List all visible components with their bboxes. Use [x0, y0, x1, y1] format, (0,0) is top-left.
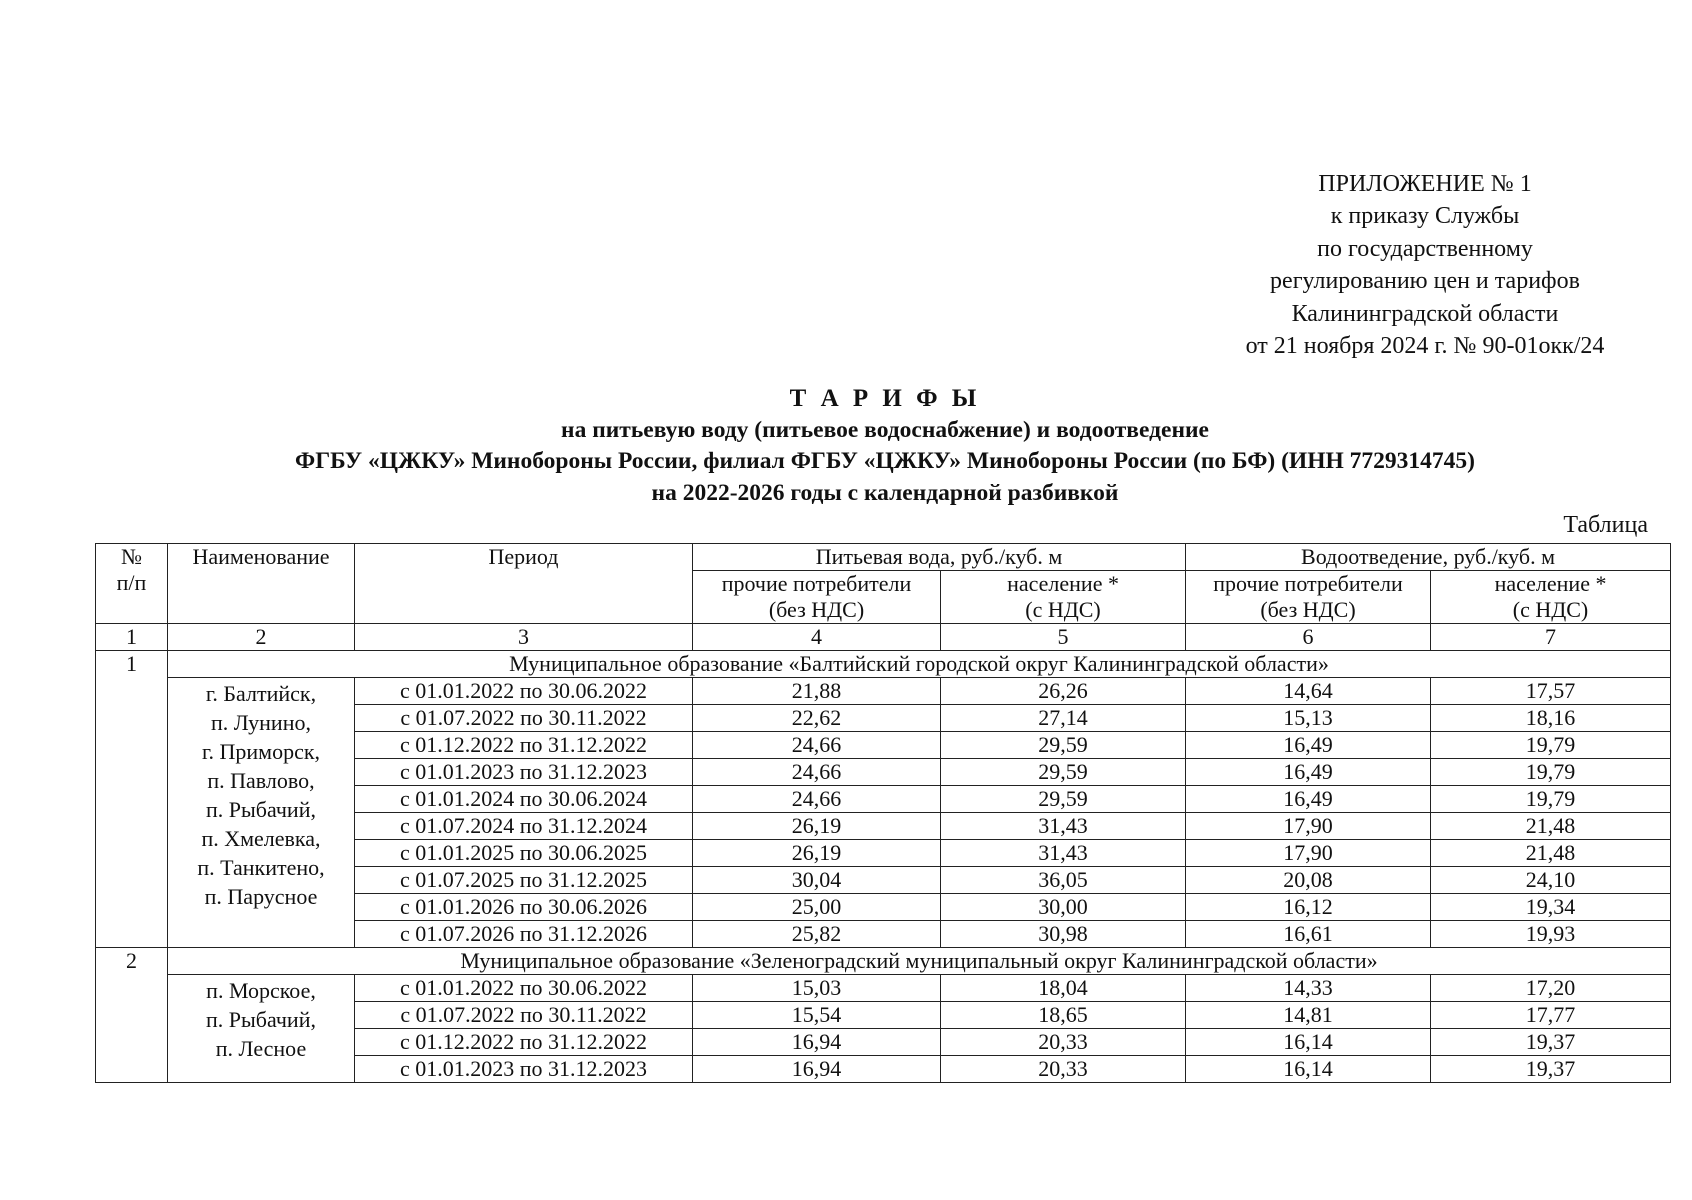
header-num: № п/п — [96, 544, 168, 624]
cell-water-pop: 18,65 — [941, 1002, 1186, 1029]
cell-water-pop: 30,98 — [941, 921, 1186, 948]
municipality-name: Муниципальное образование «Зеленоградский муниципальный округ Калининградской области» — [168, 948, 1671, 975]
column-number: 4 — [693, 624, 941, 651]
cell-water-pop: 30,00 — [941, 894, 1186, 921]
settlement-name: п. Павлово, — [207, 768, 315, 793]
header-drain-population: население * (с НДС) — [1431, 571, 1671, 624]
header-water: Питьевая вода, руб./куб. м — [693, 544, 1186, 571]
column-number: 7 — [1431, 624, 1671, 651]
cell-water-pop: 31,43 — [941, 813, 1186, 840]
title-line: на питьевую воду (питьевое водоснабжение) и водоотведение — [561, 416, 1209, 443]
settlement-name: г. Балтийск, — [205, 681, 317, 706]
cell-water-other: 26,19 — [693, 840, 941, 867]
table-row — [96, 678, 1671, 705]
section-number: 2 — [96, 948, 168, 1083]
cell-drain-pop: 24,10 — [1431, 867, 1671, 894]
settlements-cell — [168, 678, 355, 948]
table-label: Таблица — [1563, 512, 1648, 538]
tariffs-table — [95, 543, 1671, 1083]
cell-drain-other: 16,61 — [1186, 921, 1431, 948]
column-number: 6 — [1186, 624, 1431, 651]
cell-water-other: 15,54 — [693, 1002, 941, 1029]
cell-drain-other: 14,81 — [1186, 1002, 1431, 1029]
cell-water-other: 21,88 — [693, 678, 941, 705]
cell-water-other: 22,62 — [693, 705, 941, 732]
appendix-line: ПРИЛОЖЕНИЕ № 1 — [1318, 171, 1532, 197]
cell-drain-other: 16,14 — [1186, 1056, 1431, 1083]
cell-water-other: 26,19 — [693, 813, 941, 840]
cell-water-pop: 26,26 — [941, 678, 1186, 705]
cell-drain-pop: 19,37 — [1431, 1056, 1671, 1083]
cell-drain-pop: 17,77 — [1431, 1002, 1671, 1029]
cell-drain-other: 17,90 — [1186, 840, 1431, 867]
settlement-name: п. Рыбачий, — [206, 797, 316, 822]
cell-period: с 01.01.2022 по 30.06.2022 — [355, 975, 693, 1002]
cell-drain-pop: 17,20 — [1431, 975, 1671, 1002]
document-title — [95, 383, 1675, 509]
settlement-name: п. Хмелевка, — [201, 826, 321, 851]
cell-period: с 01.01.2023 по 31.12.2023 — [355, 759, 693, 786]
cell-drain-other: 16,49 — [1186, 786, 1431, 813]
cell-drain-pop: 19,79 — [1431, 786, 1671, 813]
appendix-line: по государственному — [1317, 235, 1533, 262]
cell-drain-other: 16,49 — [1186, 732, 1431, 759]
cell-drain-other: 20,08 — [1186, 867, 1431, 894]
column-number: 5 — [941, 624, 1186, 651]
cell-water-pop: 31,43 — [941, 840, 1186, 867]
cell-drain-other: 14,64 — [1186, 678, 1431, 705]
cell-period: с 01.07.2026 по 31.12.2026 — [355, 921, 693, 948]
cell-drain-pop: 19,37 — [1431, 1029, 1671, 1056]
municipality-name: Муниципальное образование «Балтийский городской округ Калининградской области» — [168, 651, 1671, 678]
cell-water-other: 30,04 — [693, 867, 941, 894]
cell-water-pop: 29,59 — [941, 759, 1186, 786]
cell-period: с 01.07.2022 по 30.11.2022 — [355, 1002, 693, 1029]
cell-drain-other: 16,49 — [1186, 759, 1431, 786]
cell-water-other: 16,94 — [693, 1056, 941, 1083]
cell-drain-other: 15,13 — [1186, 705, 1431, 732]
column-number: 1 — [96, 624, 168, 651]
cell-period: с 01.01.2023 по 31.12.2023 — [355, 1056, 693, 1083]
cell-water-other: 24,66 — [693, 732, 941, 759]
cell-period: с 01.07.2025 по 31.12.2025 — [355, 867, 693, 894]
cell-period: с 01.07.2022 по 30.11.2022 — [355, 705, 693, 732]
cell-drain-pop: 18,16 — [1431, 705, 1671, 732]
column-number: 2 — [168, 624, 355, 651]
settlement-name: п. Морское, — [206, 978, 316, 1003]
settlement-name: п. Рыбачий, — [206, 1007, 316, 1032]
title-line: на 2022-2026 годы с календарной разбивкой — [651, 479, 1119, 506]
settlement-name: п. Лесное — [215, 1036, 307, 1061]
cell-water-other: 15,03 — [693, 975, 941, 1002]
header-water-other: прочие потребители (без НДС) — [693, 571, 941, 624]
header-water-population: население * (с НДС) — [941, 571, 1186, 624]
header-drain-other: прочие потребители (без НДС) — [1186, 571, 1431, 624]
cell-water-pop: 20,33 — [941, 1029, 1186, 1056]
cell-period: с 01.12.2022 по 31.12.2022 — [355, 1029, 693, 1056]
cell-period: с 01.07.2024 по 31.12.2024 — [355, 813, 693, 840]
settlements-cell — [168, 975, 355, 1083]
appendix-line: Калининградской области — [1291, 300, 1559, 327]
cell-water-other: 25,82 — [693, 921, 941, 948]
settlement-name: п. Лунино, — [211, 710, 311, 735]
section-header-row — [96, 651, 1671, 678]
section-number: 1 — [96, 651, 168, 948]
appendix-line: регулированию цен и тарифов — [1270, 268, 1580, 295]
cell-water-other: 24,66 — [693, 786, 941, 813]
cell-water-other: 25,00 — [693, 894, 941, 921]
cell-drain-pop: 21,48 — [1431, 813, 1671, 840]
cell-drain-other: 16,12 — [1186, 894, 1431, 921]
cell-water-other: 16,94 — [693, 1029, 941, 1056]
appendix-line: к приказу Службы — [1330, 203, 1520, 230]
settlement-name: г. Приморск, — [201, 739, 321, 764]
header-name: Наименование — [168, 544, 355, 624]
appendix-line: от 21 ноября 2024 г. № 90-01окк/24 — [1245, 333, 1605, 360]
cell-water-pop: 36,05 — [941, 867, 1186, 894]
cell-drain-other: 16,14 — [1186, 1029, 1431, 1056]
title-line: ФГБУ «ЦЖКУ» Минобороны России, филиал ФГБУ «ЦЖКУ» Минобороны России (по БФ) (ИНН 7729314745) — [295, 448, 1475, 474]
cell-period: с 01.01.2024 по 30.06.2024 — [355, 786, 693, 813]
cell-water-pop: 29,59 — [941, 786, 1186, 813]
cell-drain-other: 17,90 — [1186, 813, 1431, 840]
header-period: Период — [355, 544, 693, 624]
title-main: Т А Р И Ф Ы — [789, 385, 981, 412]
cell-water-pop: 18,04 — [941, 975, 1186, 1002]
settlement-name: п. Танкитено, — [197, 855, 325, 880]
cell-drain-pop: 19,93 — [1431, 921, 1671, 948]
cell-period: с 01.01.2026 по 30.06.2026 — [355, 894, 693, 921]
cell-drain-pop: 19,34 — [1431, 894, 1671, 921]
cell-water-other: 24,66 — [693, 759, 941, 786]
cell-period: с 01.01.2022 по 30.06.2022 — [355, 678, 693, 705]
header-drainage: Водоотведение, руб./куб. м — [1186, 544, 1671, 571]
cell-drain-pop: 19,79 — [1431, 759, 1671, 786]
cell-drain-pop: 21,48 — [1431, 840, 1671, 867]
cell-water-pop: 27,14 — [941, 705, 1186, 732]
cell-water-pop: 29,59 — [941, 732, 1186, 759]
cell-period: с 01.12.2022 по 31.12.2022 — [355, 732, 693, 759]
settlement-name: п. Парусное — [204, 884, 318, 909]
column-numbers-row — [96, 624, 1671, 651]
appendix-header — [1180, 168, 1670, 362]
cell-water-pop: 20,33 — [941, 1056, 1186, 1083]
table-row — [96, 975, 1671, 1002]
cell-period: с 01.01.2025 по 30.06.2025 — [355, 840, 693, 867]
section-header-row — [96, 948, 1671, 975]
cell-drain-pop: 17,57 — [1431, 678, 1671, 705]
cell-drain-pop: 19,79 — [1431, 732, 1671, 759]
cell-drain-other: 14,33 — [1186, 975, 1431, 1002]
column-number: 3 — [355, 624, 693, 651]
